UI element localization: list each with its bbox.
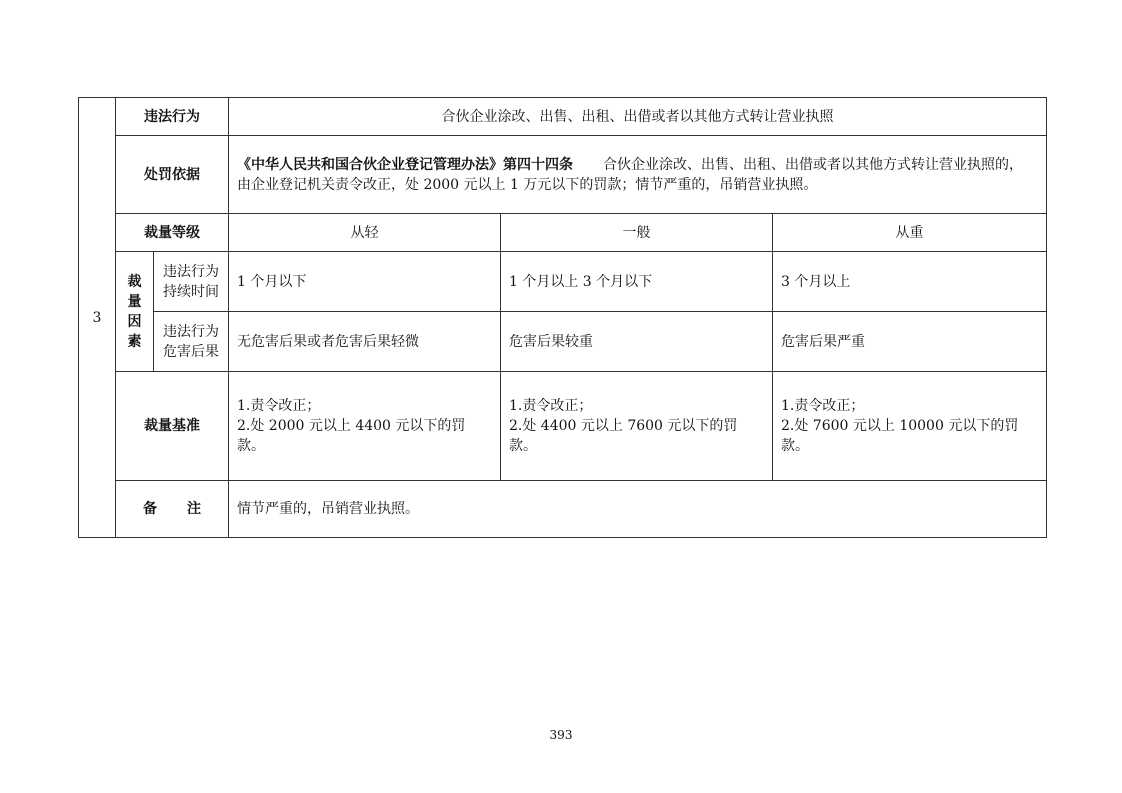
grade-level-normal: 一般 <box>501 214 773 252</box>
harm-label-line: 危害后果 <box>163 343 219 360</box>
violation-row <box>79 98 1047 136</box>
standard-line: 2.处 4400 元以上 7600 元以下的罚款。 <box>509 418 738 454</box>
row-number: 3 <box>79 98 116 538</box>
notes-label-char: 备 <box>143 501 157 517</box>
duration-normal: 1 个月以上 3 个月以下 <box>501 252 773 312</box>
grade-level-light: 从轻 <box>229 214 501 252</box>
penalty-table <box>78 97 1047 538</box>
standard-heavy <box>773 372 1047 481</box>
duration-label-line: 违法行为 <box>163 263 219 280</box>
basis-label: 处罚依据 <box>116 136 229 214</box>
standard-label: 裁量基准 <box>116 372 229 481</box>
duration-label-line: 持续时间 <box>163 283 219 300</box>
standard-line: 1.责令改正； <box>237 398 321 414</box>
harm-row <box>79 312 1047 372</box>
standard-row <box>79 372 1047 481</box>
factors-label-char: 量 <box>127 293 142 310</box>
notes-value: 情节严重的，吊销营业执照。 <box>229 481 1047 538</box>
harm-label <box>154 312 229 372</box>
standard-light <box>229 372 501 481</box>
basis-line-2: 由企业登记机关责令改正，处 2000 元以上 1 万元以下的罚款；情节严重的，吊销营业执照。 <box>237 176 818 193</box>
factors-label <box>116 252 154 372</box>
standard-line: 1.责令改正； <box>781 398 865 414</box>
page-number: 393 <box>549 728 573 742</box>
standard-line: 1.责令改正； <box>509 398 593 414</box>
basis-title: 《中华人民共和国合伙企业登记管理办法》第四十四条 <box>237 156 573 173</box>
grade-label: 裁量等级 <box>116 214 229 252</box>
grade-level-heavy: 从重 <box>773 214 1047 252</box>
grade-row <box>79 214 1047 252</box>
notes-label <box>116 481 229 538</box>
basis-line-1 <box>237 155 1038 175</box>
basis-row <box>79 136 1047 214</box>
factors-label-char: 裁 <box>127 273 142 290</box>
notes-row <box>79 481 1047 538</box>
standard-line: 2.处 2000 元以上 4400 元以下的罚款。 <box>237 418 466 454</box>
standard-line: 2.处 7600 元以上 10000 元以下的罚款。 <box>781 418 1019 454</box>
duration-heavy: 3 个月以上 <box>773 252 1047 312</box>
violation-value: 合伙企业涂改、出售、出租、出借或者以其他方式转让营业执照 <box>229 98 1047 136</box>
harm-label-line: 违法行为 <box>163 323 219 340</box>
factors-label-char: 素 <box>127 333 142 350</box>
harm-normal: 危害后果较重 <box>501 312 773 372</box>
factors-label-char: 因 <box>127 313 142 330</box>
basis-text: 合伙企业涂改、出售、出租、出借或者以其他方式转让营业执照的， <box>603 156 1023 173</box>
duration-row <box>79 252 1047 312</box>
basis-value <box>229 136 1047 214</box>
duration-light: 1 个月以下 <box>229 252 501 312</box>
harm-heavy: 危害后果严重 <box>773 312 1047 372</box>
duration-label <box>154 252 229 312</box>
harm-light: 无危害后果或者危害后果轻微 <box>229 312 501 372</box>
standard-normal <box>501 372 773 481</box>
violation-label: 违法行为 <box>116 98 229 136</box>
notes-label-char: 注 <box>187 501 201 517</box>
